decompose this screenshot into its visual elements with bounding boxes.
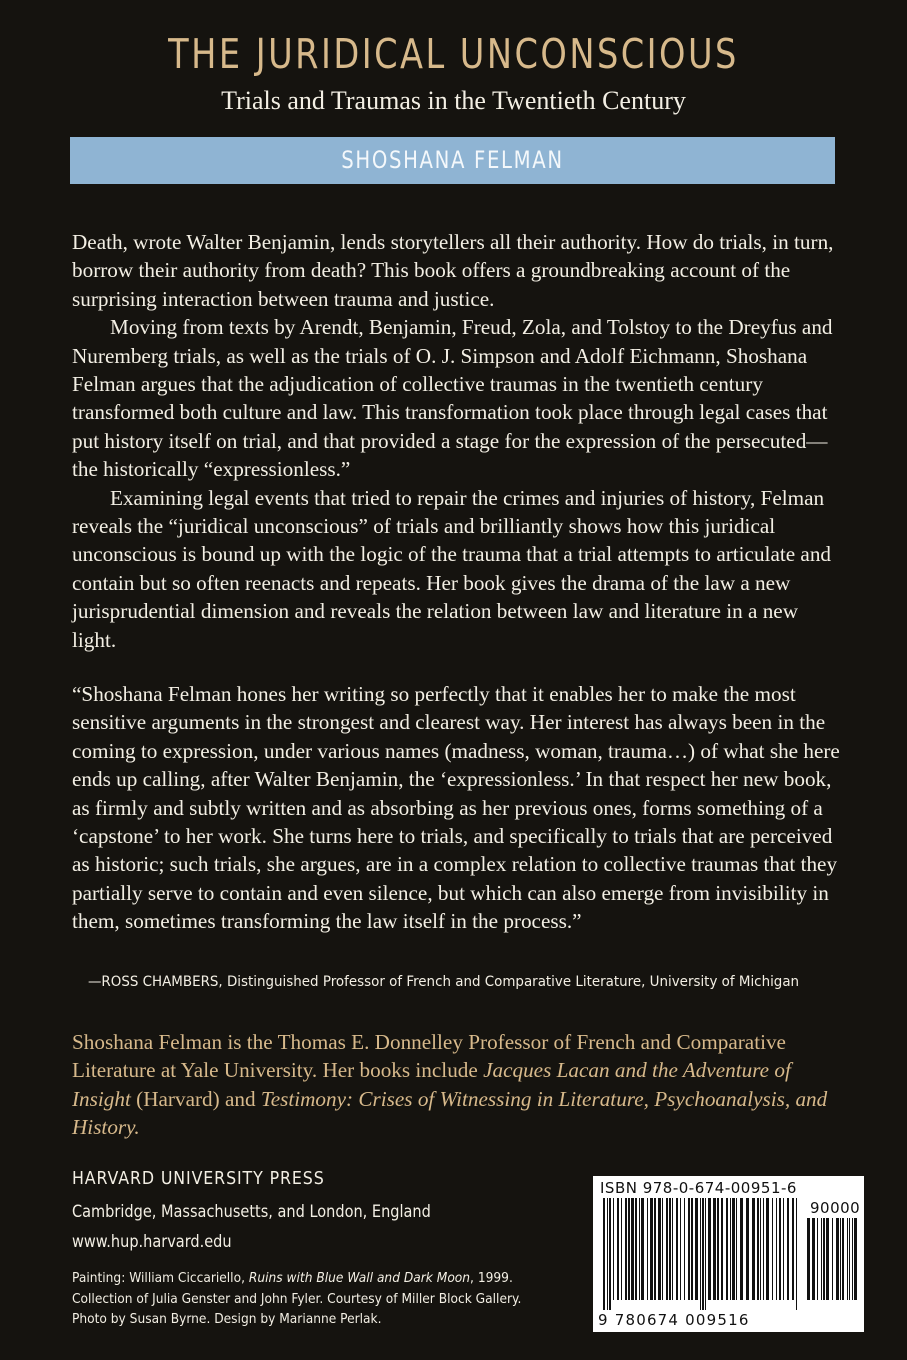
barcode-bar bbox=[842, 1218, 844, 1300]
barcode-bar bbox=[708, 1198, 711, 1300]
author-name: SHOSHANA FELMAN bbox=[341, 146, 564, 174]
barcode-bar bbox=[691, 1198, 693, 1300]
barcode-bar bbox=[609, 1198, 611, 1310]
barcode-bar bbox=[757, 1198, 759, 1300]
credit-painting-title: Ruins with Blue Wall and Dark Moon bbox=[248, 1270, 471, 1286]
ean-digits: 9 780674 009516 bbox=[598, 1311, 750, 1329]
barcode-bar bbox=[641, 1198, 644, 1300]
barcode-bar bbox=[763, 1198, 764, 1300]
barcode-bar bbox=[821, 1218, 822, 1300]
barcode-bar bbox=[662, 1198, 663, 1300]
book-description bbox=[72, 228, 842, 654]
book-title: THE JURIDICAL UNCONSCIOUS bbox=[168, 30, 739, 78]
barcode-bar bbox=[812, 1218, 815, 1300]
barcode-bar bbox=[847, 1218, 848, 1300]
barcode-bar bbox=[658, 1198, 661, 1300]
barcode-bar bbox=[672, 1198, 673, 1300]
barcode-bar bbox=[635, 1198, 637, 1300]
quote-attribution: —ROSS CHAMBERS, Distinguished Professor of French and Comparative Literature, University of Michigan bbox=[88, 973, 800, 990]
barcode-bar bbox=[817, 1218, 818, 1300]
bio-book-2: Testimony: Crises of Witnessing in Literature, Psychoanalysis, and History. bbox=[72, 1086, 828, 1140]
barcode-bar bbox=[852, 1218, 853, 1300]
barcode-bar bbox=[680, 1198, 681, 1300]
barcode-bar bbox=[705, 1198, 706, 1310]
barcode-bar bbox=[807, 1218, 810, 1300]
barcode-bar bbox=[721, 1198, 723, 1300]
barcode-bar bbox=[647, 1198, 648, 1300]
barcode-bar bbox=[836, 1218, 839, 1300]
quote-text: “Shoshana Felman hones her writing so perfectly that it enables her to make the most sensitive arguments in the strongest and clearest way. Her interest has always been in the coming to expression, under various names (madness, woman, trauma…) of what she here ends up calling, after Walter Benjamin, the ‘expressionless.’ In that respect her new book, as firmly and subtly written and as absorbing as her previous ones, forms something of a ‘capstone’ to her work. She turns here to trials, and specifically to trials that are perceived as historic; such trials, she argues, are in a complex relation to collective traumas that they partially serve to contain and even silence, but which can also emerge from invisibility in them, sometimes transforming the law itself in the process.” bbox=[72, 682, 840, 934]
barcode-bar bbox=[752, 1198, 755, 1300]
barcode-bar bbox=[854, 1218, 857, 1300]
barcode-bar bbox=[717, 1198, 719, 1300]
cover-credits bbox=[72, 1268, 576, 1330]
barcode-bar bbox=[796, 1198, 797, 1310]
barcode-bar bbox=[840, 1218, 841, 1300]
book-subtitle: Trials and Traumas in the Twentieth Century bbox=[221, 86, 686, 115]
barcode-bar bbox=[613, 1198, 614, 1300]
barcode-bar bbox=[772, 1198, 773, 1300]
barcode-bar bbox=[676, 1198, 678, 1300]
barcode-bar bbox=[740, 1198, 743, 1300]
bio-intro: Shoshana Felman is the Thomas E. Donnelley Professor of French and Comparative Literature at Yale University. Her books include bbox=[72, 1030, 786, 1083]
barcode-bar bbox=[746, 1198, 749, 1300]
author-bio bbox=[72, 1028, 842, 1142]
credit-photo-design: Photo by Susan Byrne. Design by Marianne Perlak. bbox=[72, 1311, 382, 1327]
barcode-bar bbox=[650, 1198, 653, 1300]
barcode-bar bbox=[700, 1198, 701, 1310]
barcode-bar bbox=[787, 1198, 789, 1300]
barcode-bar bbox=[760, 1198, 761, 1300]
credit-painting-suffix: , 1999. bbox=[470, 1270, 513, 1286]
bio-mid: (Harvard) and bbox=[130, 1086, 261, 1111]
barcode-bar bbox=[730, 1198, 731, 1300]
barcode-bar bbox=[666, 1198, 668, 1300]
credit-collection: Collection of Julia Genster and John Fyler. Courtesy of Miller Block Gallery. bbox=[72, 1290, 522, 1307]
barcode-bar bbox=[684, 1198, 685, 1300]
barcode-bar bbox=[621, 1198, 622, 1300]
barcode-bar bbox=[695, 1198, 698, 1300]
barcode-bar bbox=[776, 1198, 777, 1300]
barcode-bar bbox=[783, 1198, 784, 1300]
barcode-bar bbox=[617, 1198, 619, 1300]
barcode-bar bbox=[631, 1198, 634, 1300]
barcode-addon-icon bbox=[807, 1218, 859, 1310]
barcode-addon-label: 90000 bbox=[810, 1199, 861, 1217]
barcode-icon bbox=[603, 1198, 801, 1310]
barcode-bar bbox=[736, 1198, 737, 1300]
barcode-bar bbox=[628, 1198, 630, 1300]
barcode-bar bbox=[654, 1198, 656, 1300]
barcode-bar bbox=[625, 1198, 627, 1300]
author-band bbox=[70, 137, 835, 184]
bio-book-1: Jacques Lacan and the Adventure of Insight bbox=[72, 1058, 791, 1111]
barcode-bar bbox=[702, 1198, 704, 1310]
barcode-bar bbox=[823, 1218, 825, 1300]
barcode-bar bbox=[766, 1198, 769, 1300]
description-paragraph-3: Examining legal events that tried to repair the crimes and injuries of history, Felman reveals the “juridical unconscious” of trials and brilliantly shows how this juridical unconscious is bound up with the logic of the trauma that a trial attempts to articulate and contain but so often reenacts and repeats. Her book gives the drama of the law a new jurisprudential dimension and reveals the relation between law and literature in a new light. bbox=[72, 485, 832, 652]
barcode-bar bbox=[779, 1198, 781, 1300]
barcode-bar bbox=[849, 1218, 850, 1300]
barcode-bar bbox=[607, 1198, 608, 1310]
barcode-bar bbox=[732, 1198, 735, 1300]
barcode-bar bbox=[639, 1198, 640, 1300]
description-paragraph-2: Moving from texts by Arendt, Benjamin, Freud, Zola, and Tolstoy to the Dreyfus and Nuremberg trials, as well as the trials of O. J. Simpson and Adolf Eichmann, Shoshana Felman argues that the adjudication of collective traumas in the twentieth century transformed both culture and law. This transformation took place through legal cases that put history itself on trial, and that provided a stage for the expression of the persecuted—the historically “expressionless.” bbox=[72, 315, 833, 482]
barcode-bar bbox=[826, 1218, 829, 1300]
endorsement-quote bbox=[72, 680, 842, 936]
description-paragraph-1: Death, wrote Walter Benjamin, lends storytellers all their authority. How do trials, in turn, borrow their authority from death? This book offers a groundbreaking account of the surprising interaction between trauma and justice. bbox=[72, 230, 834, 311]
credit-painting-prefix: Painting: William Ciccariello, bbox=[72, 1270, 249, 1286]
barcode-bar bbox=[669, 1198, 671, 1300]
publisher-location: Cambridge, Massachusetts, and London, England bbox=[72, 1202, 431, 1221]
barcode-bar bbox=[688, 1198, 690, 1300]
barcode-bar bbox=[792, 1198, 794, 1300]
barcode-bar bbox=[726, 1198, 728, 1300]
barcode-bar bbox=[832, 1218, 833, 1300]
barcode-bar bbox=[713, 1198, 716, 1300]
publisher-name: HARVARD UNIVERSITY PRESS bbox=[72, 1168, 325, 1189]
barcode-bar bbox=[603, 1198, 605, 1310]
publisher-url: www.hup.harvard.edu bbox=[72, 1232, 232, 1251]
isbn-label: ISBN 978-0-674-00951-6 bbox=[600, 1179, 797, 1197]
